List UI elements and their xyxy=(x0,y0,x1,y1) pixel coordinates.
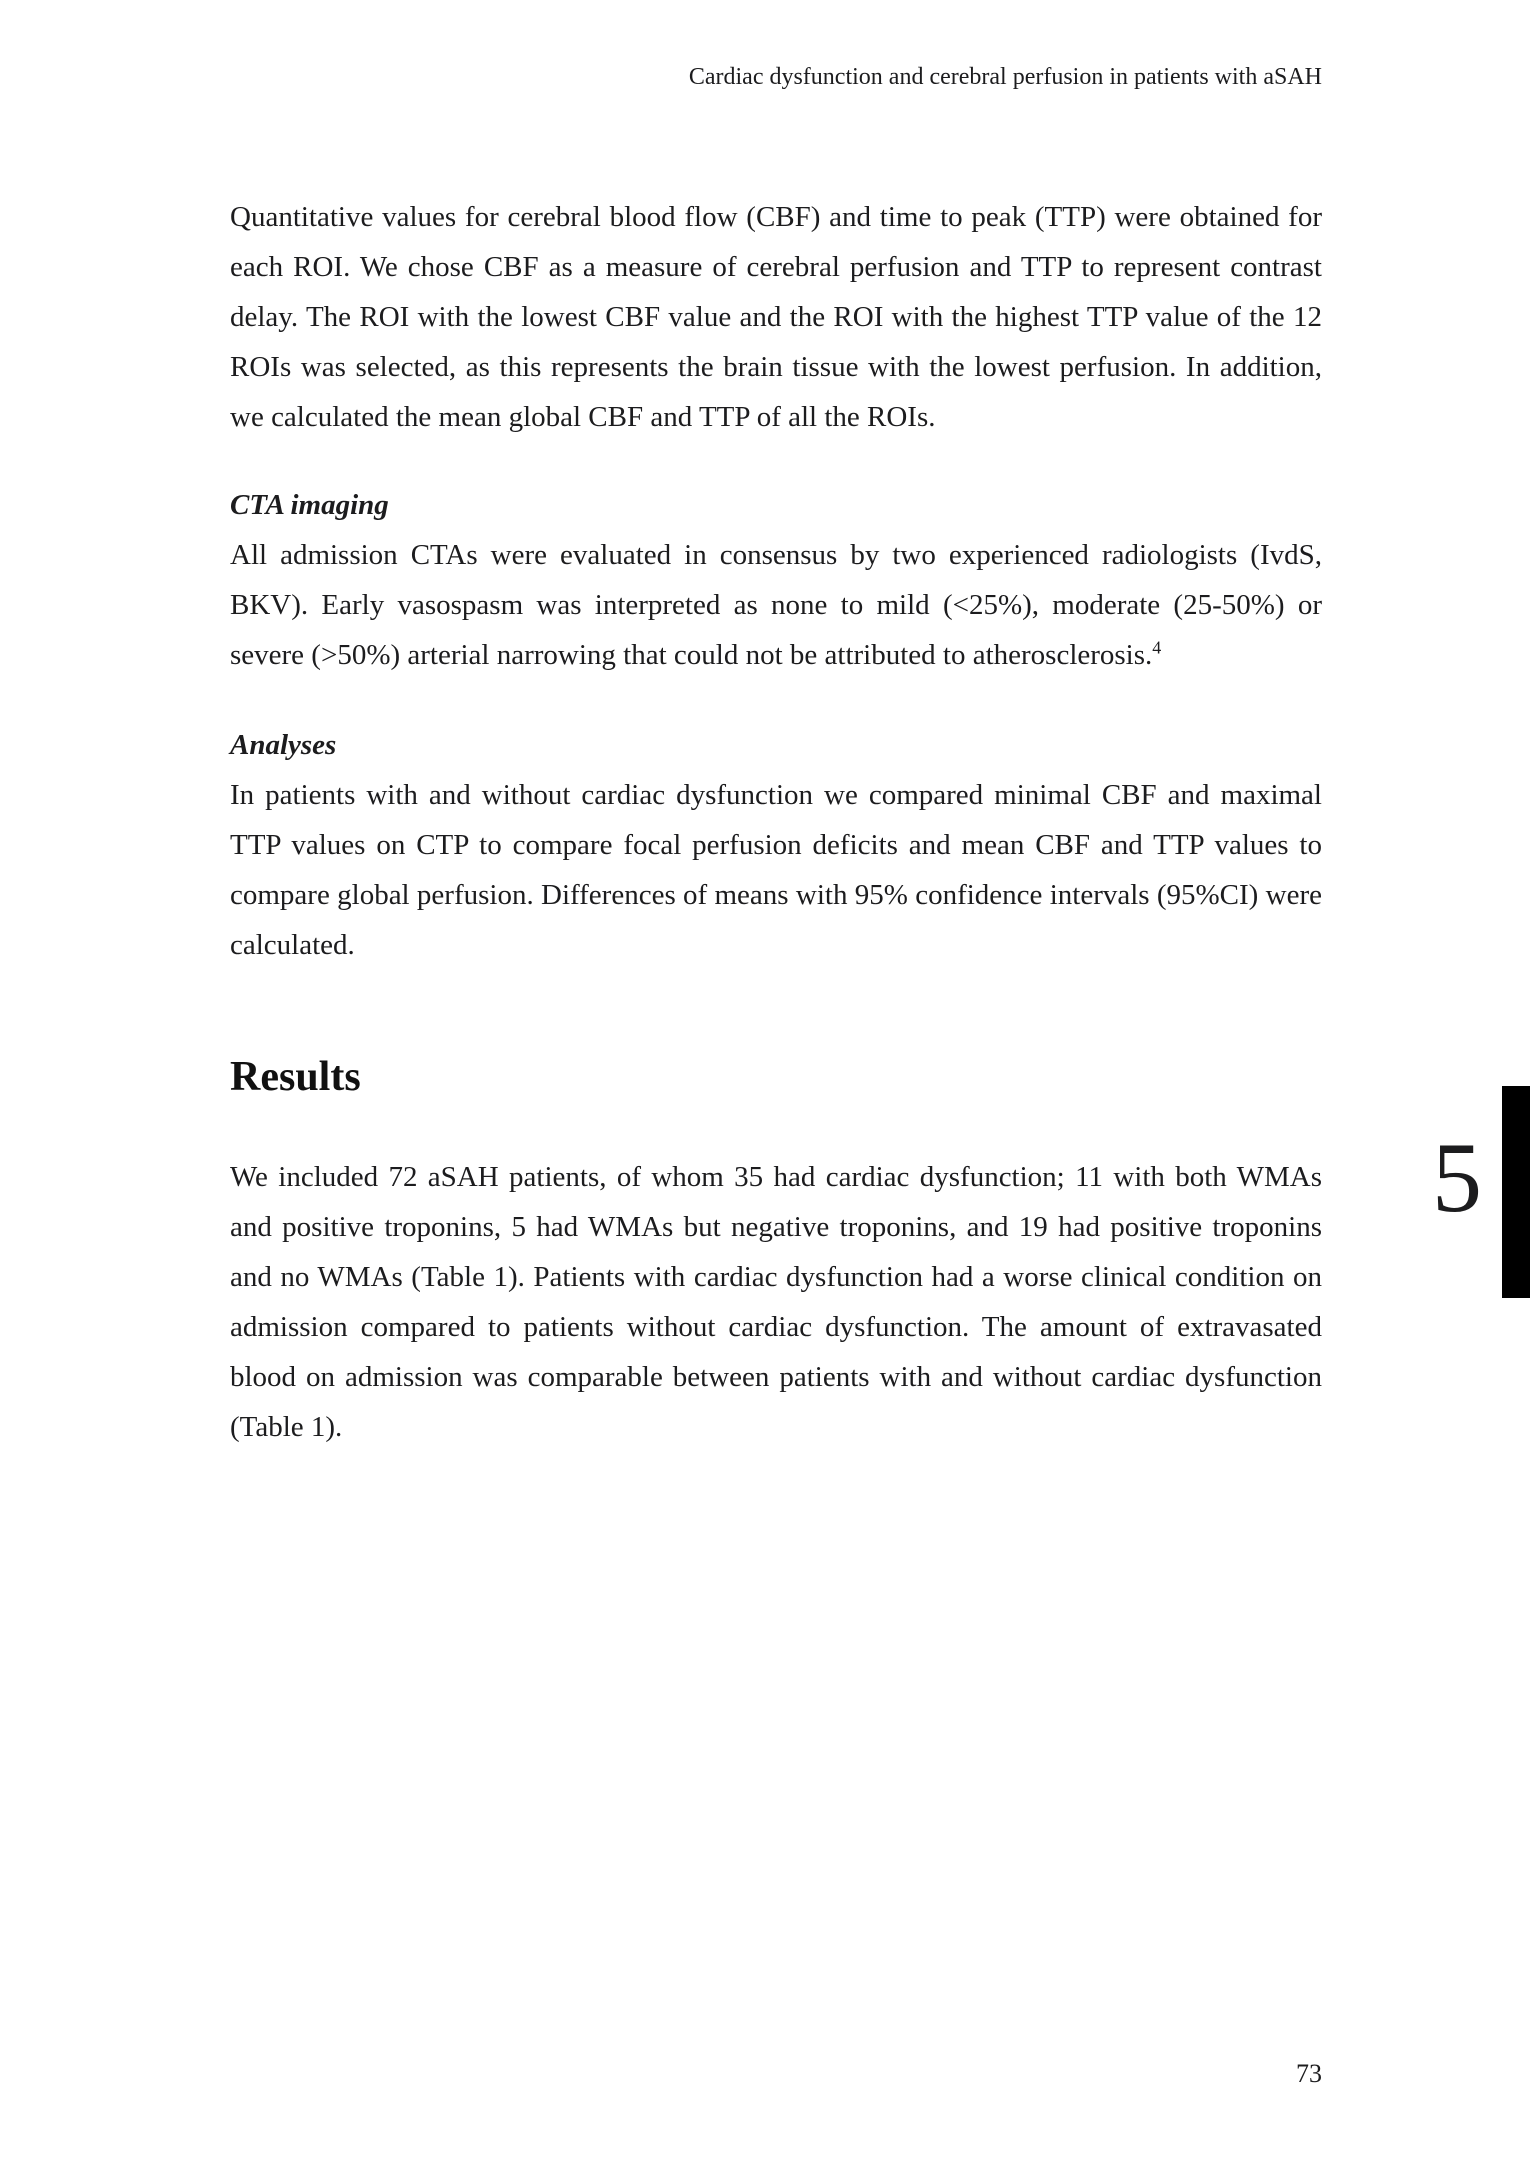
paragraph-methods: Quantitative values for cerebral blood flow (CBF) and time to peak (TTP) were obtained for each ROI. We chose CBF as a measure of cerebral perfusion and TTP to represent contrast delay. The ROI with the lowest CBF value and the ROI with the highest TTP value of the 12 ROIs was selected, as this represents the brain tissue with the lowest perfusion. In addition, we calculated the mean global CBF and TTP of all the ROIs. xyxy=(230,201,1322,433)
chapter-number: 5 xyxy=(1432,1122,1482,1233)
paragraph-cta-imaging xyxy=(230,530,1322,680)
subheading-cta-imaging: CTA imaging xyxy=(230,489,389,521)
subheading-analyses: Analyses xyxy=(230,729,337,761)
paragraph-cta-text: All admission CTAs were evaluated in consensus by two experienced radiologists (IvdS, BKV). Early vasospasm was interpreted as none to mild (<25%), moderate (25-50%) or severe (>50%) arterial narrowing that could not be attributed to atherosclerosis. xyxy=(230,539,1322,671)
paragraph-analyses: In patients with and without cardiac dysfunction we compared minimal CBF and maximal TTP values on CTP to compare focal perfusion deficits and mean CBF and TTP values to compare global perfusion. Differences of means with 95% confidence intervals (95%CI) were calculated. xyxy=(230,779,1322,961)
paragraph-results: We included 72 aSAH patients, of whom 35 had cardiac dysfunction; 11 with both WMAs and positive troponins, 5 had WMAs but negative troponins, and 19 had positive troponins and no WMAs (Table 1). Patients with cardiac dysfunction had a worse clinical condition on admission compared to patients without cardiac dysfunction. The amount of extravasated blood on admission was comparable between patients with and without cardiac dysfunction (Table 1). xyxy=(230,1161,1322,1443)
section-heading-results: Results xyxy=(230,1054,361,1100)
chapter-tab-bar xyxy=(1502,1086,1530,1298)
page-number: 73 xyxy=(1296,2059,1322,2088)
footnote-marker: 4 xyxy=(1152,637,1162,658)
running-header: Cardiac dysfunction and cerebral perfusion in patients with aSAH xyxy=(688,64,1322,90)
text-column xyxy=(230,62,1322,1452)
